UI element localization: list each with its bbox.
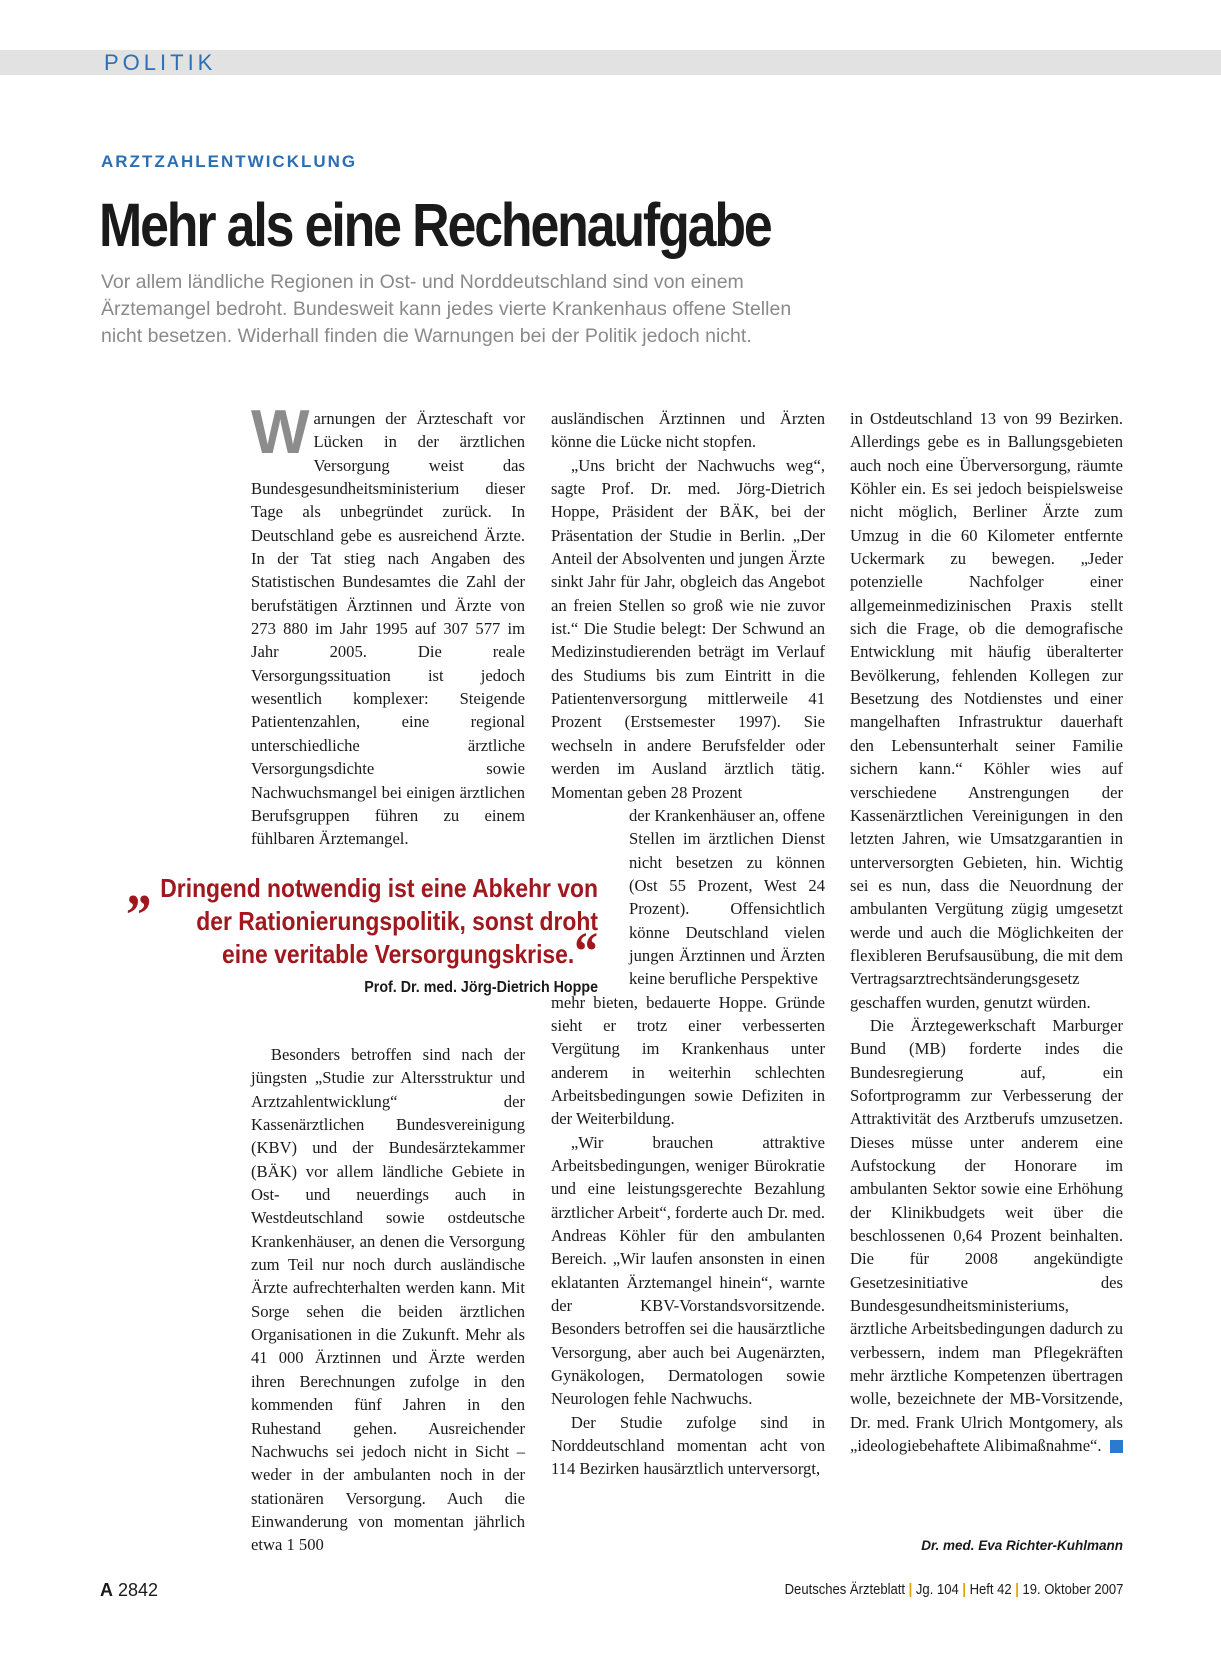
end-mark-icon xyxy=(1110,1440,1123,1453)
body-paragraph: „Uns bricht der Nachwuchs weg“, sagte Prof. Dr. med. Jörg-Dietrich Hoppe, Präsident der BÄK, bei der Präsentation der Studie in Berlin. „Der Anteil der Absolventen und jungen Ärzte sinkt Jahr für Jahr, obgleich das Angebot an freien Stellen so groß wie nie zuvor ist.“ Die Studie belegt: Der Schwund an Medizinstudierenden beträgt im Verlauf des Studiums bis zum Eintritt in die Patientenversorgung mittlerweile 41 Prozent (Erstsemester 1997). Sie wechseln in andere Berufsfelder oder werden im Ausland ärztlich tätig. Momentan geben 28 Prozent xyxy=(551,455,825,802)
column-2 xyxy=(551,407,825,1481)
column-3 xyxy=(850,407,1123,1457)
body-paragraph: Der Studie zufolge sind in Norddeutschland momentan acht von 114 Bezirken hausärztlich unterversorgt, xyxy=(551,1412,825,1479)
kicker: ARZTZAHLENTWICKLUNG xyxy=(101,152,358,171)
body-paragraph-text: Die Ärztegewerkschaft Marburger Bund (MB) forderte indes die Bundesregierung auf, ein Sofortprogramm zur Verbesserung der Attraktivität des Arztberufs umzusetzen. Dieses müsse unter anderem eine Aufstockung der Honorare im ambulanten Sektor sowie eine Erhöhung der Klinikbudgets weit über die beschlossenen 0,64 Prozent beinhalten. Die für 2008 angekündigte Gesetzesinitiative des Bundesgesundheitsministeriums, ärztliche Arbeitsbedingungen dadurch zu verbessern, indem man Pflegekräften mehr ärztliche Kompetenzen übertragen wolle, bezeichnete der MB-Vorsitzende, Dr. med. Frank Ulrich Montgomery, als „ideologiebehaftete Alibimaßnahme“. xyxy=(850,1015,1123,1456)
pull-quote-text-block xyxy=(126,852,599,981)
subline-line-3: nicht besetzen. Widerhall finden die Warnungen bei der Politik jedoch nicht. xyxy=(101,325,752,347)
drop-cap: W xyxy=(251,398,310,467)
pull-quote xyxy=(100,852,599,997)
page-prefix: A xyxy=(100,1580,113,1600)
body-paragraph: mehr bieten, bedauerte Hoppe. Gründe sieht er trotz einer verbesserten Vergütung im Krankenhaus unter anderem in weiterhin schlechten Arbeitsbedingungen sowie Defiziten in der Weiterbildung. xyxy=(551,992,825,1129)
footer-separator: | xyxy=(908,1582,912,1598)
footer-date: 19. Oktober 2007 xyxy=(1022,1582,1123,1598)
page-number xyxy=(100,1580,158,1601)
body-paragraph xyxy=(850,1014,1123,1458)
body-paragraph: arnungen der Ärzteschaft vor Lücken in der ärztlichen Versorgung weist das Bundesgesundheitsministerium dieser Tage als unbegründet zurück. In Deutschland gebe es ausreichend Ärzte. In der Tat stieg nach Angaben des Statistischen Bundesamtes die Zahl der berufstätigen Ärztinnen und Ärzte von 273 880 im Jahr 1995 auf 307 577 im Jahr 2005. Die reale Versorgungssituation ist jedoch wesentlich komplexer: Steigende Patientenzahlen, eine regional unterschiedliche ärztliche Versorgungsdichte sowie Nachwuchsmangel bei einigen ärztlichen Berufsgruppen führen zu einem fühlbaren Ärztemangel. xyxy=(251,409,525,849)
body-paragraph: Besonders betroffen sind nach der jüngsten „Studie zur Altersstruktur und Arztzahlentwicklung“ der Kassenärztlichen Bundesvereinigung (KBV) und der Bundesärztekammer (BÄK) vor allem ländliche Gebiete in Ost- und neuerdings auch in Westdeutschland sowie ostdeutsche Krankenhäuser, an denen die Versorgung zum Teil nur noch durch ausländische Ärzte aufrechterhalten werden kann. Mit Sorge sehen die beiden ärztlichen Organisationen in die Zukunft. Mehr als 41 000 Ärztinnen und Ärzte werden ihren Berechnungen zufolge in den kommenden fünf Jahren in den Ruhestand gehen. Ausreichender Nachwuchs sei jedoch nicht in Sicht – weder in der ambulanten noch in der stationären Versorgung. Auch die Einwanderung von momentan jährlich etwa 1 500 xyxy=(251,1045,525,1555)
quote-open-mark: „ xyxy=(126,852,152,917)
body-paragraph: ausländischen Ärztinnen und Ärzten könne die Lücke nicht stopfen. xyxy=(551,409,825,452)
section-label: POLITIK xyxy=(104,50,217,75)
footer-citation xyxy=(784,1582,1123,1598)
pull-quote-text: Dringend notwendig ist eine Abkehr von der Rationierungspolitik, sonst droht eine veritable Versorgungskrise. xyxy=(160,873,599,969)
body-paragraph: „Wir brauchen attraktive Arbeitsbedingungen, weniger Bürokratie und eine leistungsgerechte Bezahlung ärztlicher Arbeit“, forderte auch Dr. med. Andreas Köhler für den ambulanten Bereich. „Wir laufen ansonsten in einen eklatanten Ärztemangel hinein“, warnte der KBV-Vorstandsvorsitzende. Besonders betroffen sei die hausärztliche Versorgung, aber auch bei Augenärzten, Gynäkologen, Dermatologen sowie Neurologen fehle Nachwuchs. xyxy=(551,1132,825,1409)
footer-issue: Heft 42 xyxy=(969,1582,1012,1598)
column-1-top xyxy=(251,398,525,851)
subline-line-2: Ärztemangel bedroht. Bundesweit kann jedes vierte Krankenhaus offene Stellen xyxy=(101,298,792,320)
page-number-value: 2842 xyxy=(118,1580,159,1600)
column-1-bottom xyxy=(251,1043,525,1557)
footer-journal: Deutsches Ärzteblatt xyxy=(784,1582,905,1598)
quote-close-mark: “ xyxy=(574,921,598,981)
footer-separator: | xyxy=(961,1582,966,1598)
subline-line-1: Vor allem ländliche Regionen in Ost- und Norddeutschland sind von einem xyxy=(101,271,744,293)
headline: Mehr als eine Rechenaufgabe xyxy=(99,191,771,259)
footer-separator: | xyxy=(1014,1582,1019,1598)
body-paragraph-inset: der Krankenhäuser an, offene Stellen im ärztlichen Dienst nicht besetzen zu können (Ost 55 Prozent, West 24 Prozent). Offensichtlich könne Deutschland vielen jungen Ärztinnen und Ärzten keine berufliche Perspektive xyxy=(629,805,825,989)
author-byline: Dr. med. Eva Richter-Kuhlmann xyxy=(921,1538,1123,1553)
pull-quote-author: Prof. Dr. med. Jörg-Dietrich Hoppe xyxy=(364,979,598,996)
body-paragraph: in Ostdeutschland 13 von 99 Bezirken. Allerdings gebe es in Ballungsgebieten auch noch eine Überversorgung, räumte Köhler ein. Es sei jedoch beispielsweise nicht möglich, Berliner Ärzte zum Umzug in die 60 Kilometer entfernte Uckermark zu bewegen. „Jeder potenzielle Nachfolger einer allgemeinmedizinischen Praxis stellt sich die Frage, ob die demografische Entwicklung mit häufig überalterter Bevölkerung, fehlenden Kollegen zur Besetzung des Notdienstes und einer mangelhaften Infrastruktur dauerhaft den Lebensunterhalt seiner Familie sichern kann.“ Köhler wies auf verschiedene Anstrengungen der Kassenärztlichen Vereinigungen in den letzten Jahren, wie Umsatzgarantien in unterversorgten Gebieten, hin. Wichtig sei es nun, dass die Neuordnung der ambulanten Vergütung zügig umgesetzt werde und auch die Möglichkeiten der flexibleren Berufsausübung, die mit dem Vertragsarztrechtsänderungsgesetz geschaffen wurden, genutzt würden. xyxy=(850,409,1123,1012)
footer-volume: Jg. 104 xyxy=(915,1582,959,1598)
